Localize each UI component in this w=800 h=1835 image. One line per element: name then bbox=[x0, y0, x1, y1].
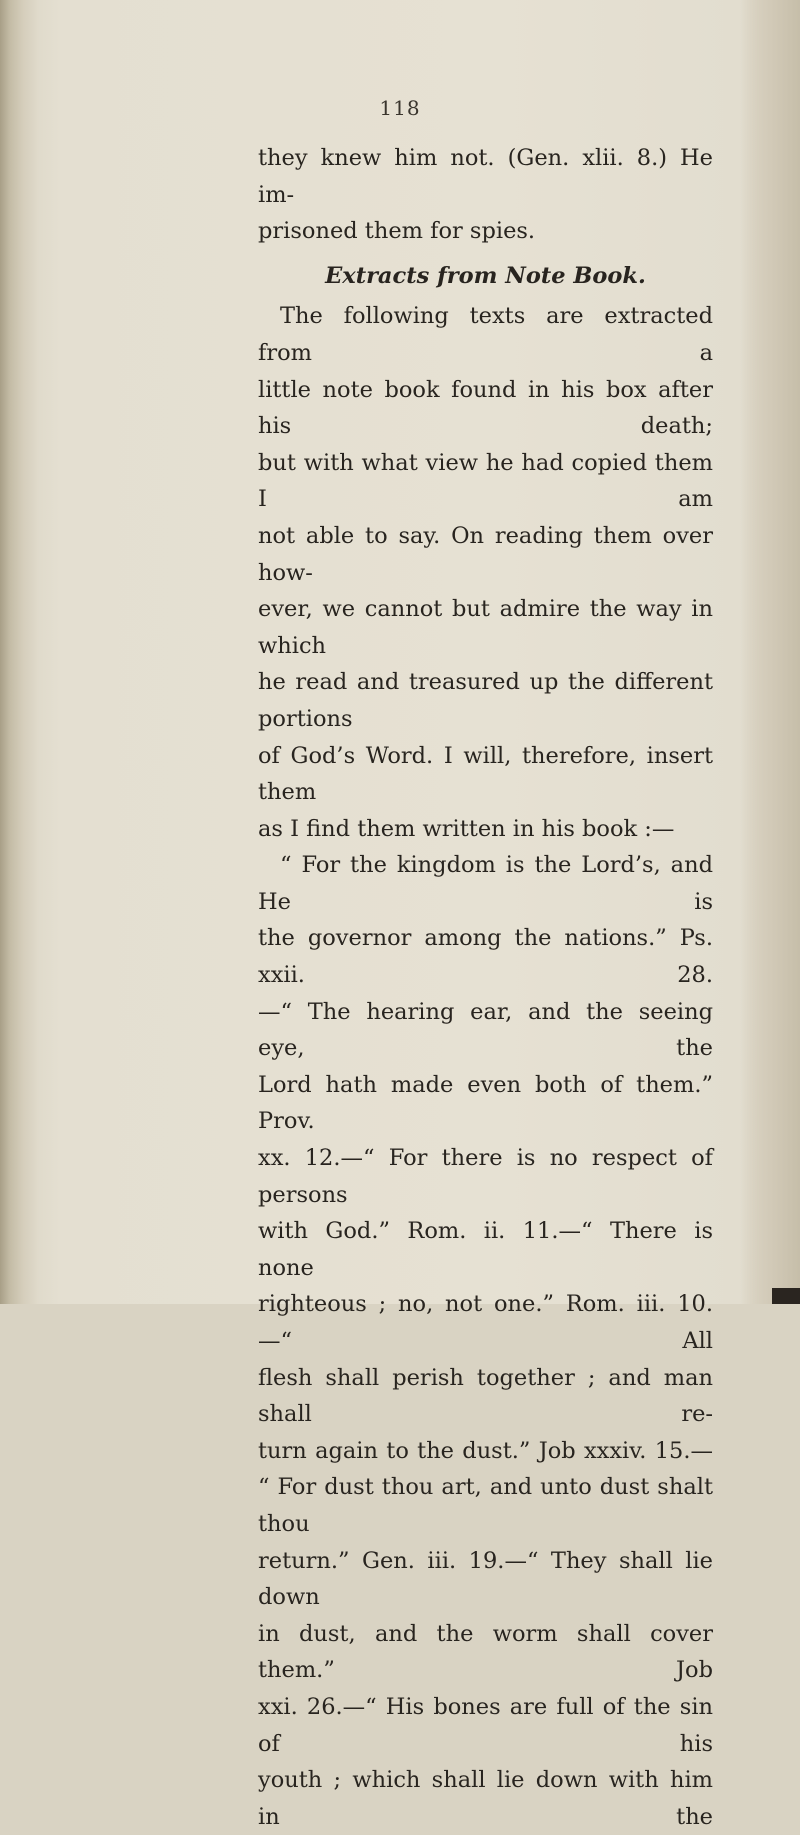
text-line: youth ; which shall lie down with him in the bbox=[258, 1767, 713, 1830]
text-line: xx. 12.—“ For there is no respect of persons bbox=[258, 1145, 713, 1208]
text-line: they knew him not. (Gen. xlii. 8.) He im- bbox=[258, 145, 713, 208]
text-line: return.” Gen. iii. 19.—“ They shall lie down bbox=[258, 1547, 713, 1611]
page-gutter bbox=[0, 0, 38, 1304]
text-line: righteous ; no, not one.” Rom. iii. 10.—“ All bbox=[258, 1291, 713, 1354]
page-edge-shadow bbox=[740, 0, 800, 1304]
text-line: not able to say. On reading them over how- bbox=[258, 522, 713, 586]
text-line: in dust, and the worm shall cover them.” Job bbox=[258, 1620, 713, 1684]
text-line: ever, we cannot but admire the way in which bbox=[258, 596, 713, 659]
text-line: he read and treasured up the different portions bbox=[258, 669, 713, 732]
text-line: Lord hath made even both of them.” Prov. bbox=[258, 1071, 713, 1135]
text-line: The following texts are extracted from a bbox=[258, 303, 713, 366]
page-text bbox=[258, 140, 713, 1835]
scan-corner-mark bbox=[772, 1288, 800, 1304]
section-heading: Extracts from Note Book. bbox=[325, 262, 646, 289]
text-line: xxi. 26.—“ His bones are full of the sin of his bbox=[258, 1693, 713, 1757]
text-line: turn again to the dust.” Job xxxiv. 15.— bbox=[258, 1437, 713, 1464]
text-line: “ For the kingdom is the Lord’s, and He is bbox=[258, 852, 713, 915]
text-line: flesh shall perish together ; and man shall re- bbox=[258, 1364, 713, 1428]
text-line: of God’s Word. I will, therefore, insert them bbox=[258, 742, 713, 806]
text-line: little note book found in his box after his death; bbox=[258, 376, 713, 440]
text-line: but with what view he had copied them I am bbox=[258, 449, 713, 513]
text-line: the governor among the nations.” Ps. xxii. 28. bbox=[258, 925, 713, 989]
text-line: with God.” Rom. ii. 11.—“ There is none bbox=[258, 1218, 713, 1281]
text-line: “ For dust thou art, and unto dust shalt thou bbox=[258, 1474, 713, 1537]
text-line: as I find them written in his book :— bbox=[258, 815, 675, 842]
text-line: prisoned them for spies. bbox=[258, 218, 536, 245]
page-number: 118 bbox=[379, 96, 421, 120]
text-line: —“ The hearing ear, and the seeing eye, the bbox=[258, 998, 713, 1062]
